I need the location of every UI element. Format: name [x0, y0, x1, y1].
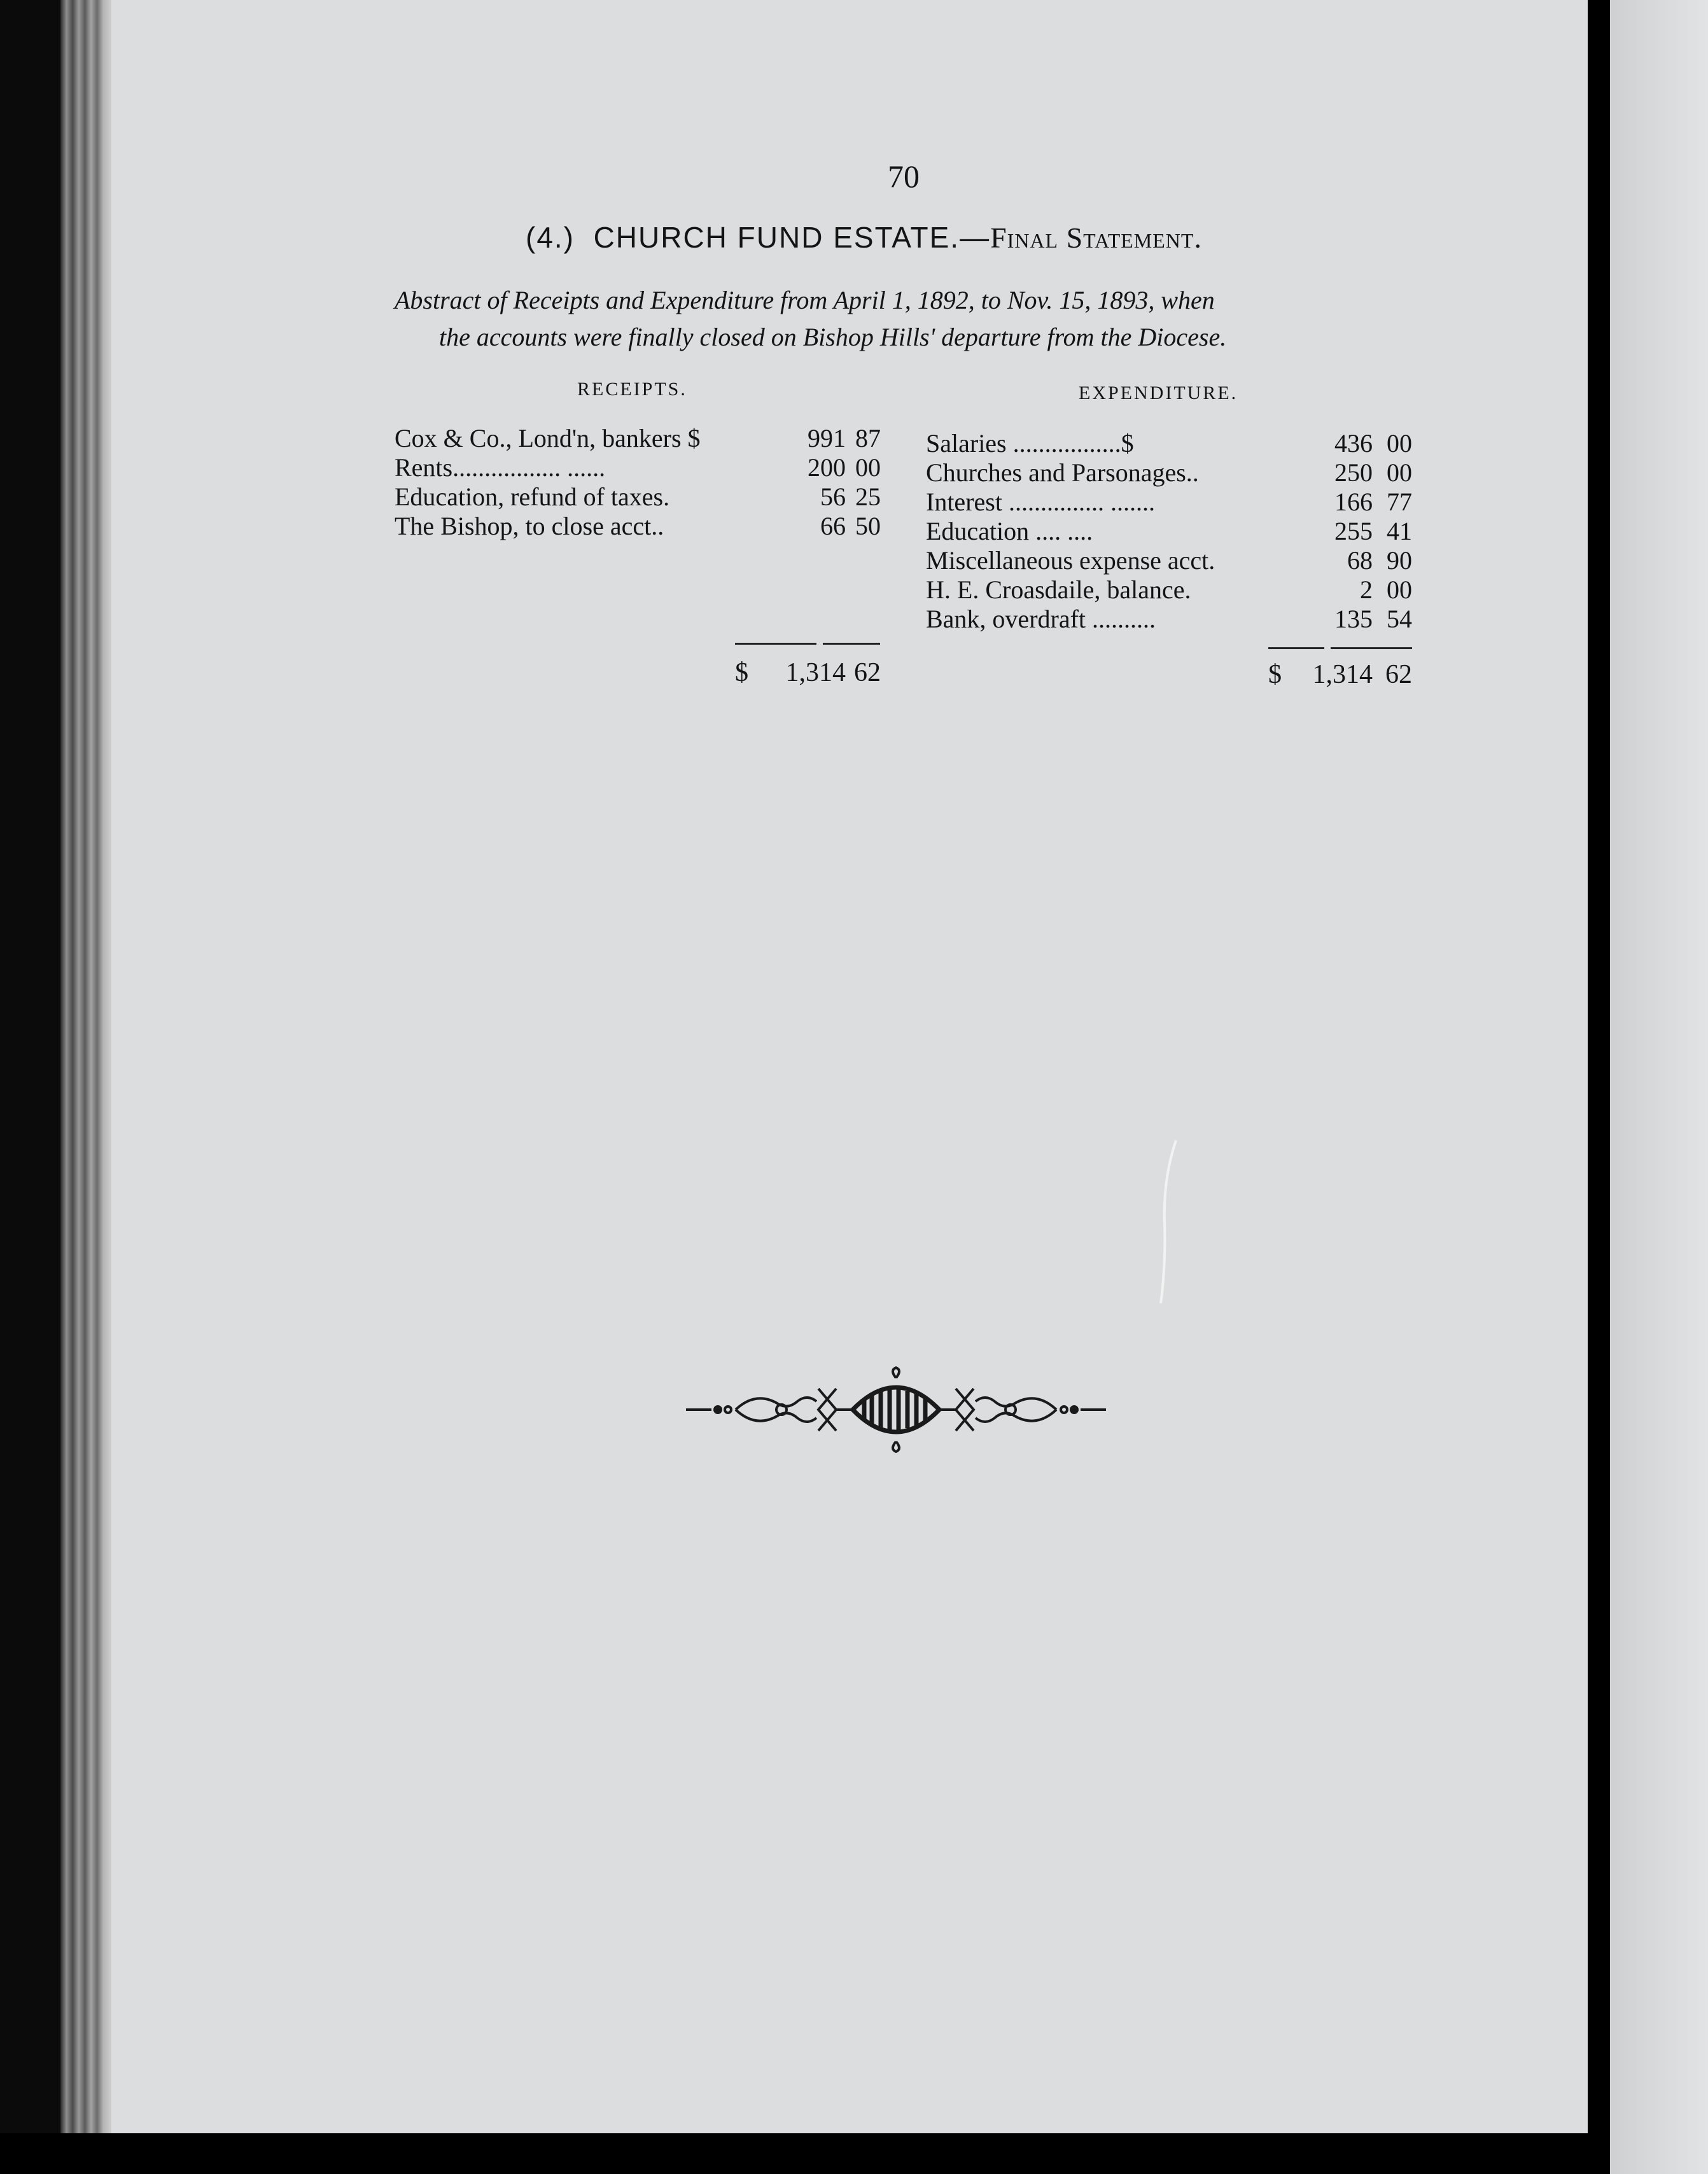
book-spine-edge: [60, 0, 111, 2138]
abstract-line-2: the accounts were finally closed on Bishop Hills' departure from the Diocese.: [439, 323, 1227, 351]
receipts-dollars-rule: [735, 643, 816, 645]
table-row: [0, 431, 1708, 460]
expense-label: Churches and Parsonages..: [926, 458, 1199, 487]
expense-label: Miscellaneous expense acct.: [926, 546, 1215, 575]
receipts-total-symbol: $: [735, 658, 748, 687]
receipts-header: RECEIPTS.: [577, 379, 687, 400]
expense-label: H. E. Croasdaile, balance.: [926, 575, 1191, 604]
receipt-cents: 25: [855, 482, 881, 511]
expenditure-total-dollars: 1,314: [1312, 660, 1373, 689]
expense-dollars: 255: [1334, 517, 1373, 545]
table-row: [0, 577, 1708, 607]
adjacent-page-edge: [1610, 0, 1708, 2174]
receipt-label: Rents................. ......: [395, 453, 606, 482]
expense-cents: 00: [1387, 429, 1412, 458]
decorative-flourish-icon: [686, 1362, 1106, 1457]
expense-label: Salaries .................$: [926, 429, 1134, 458]
receipt-dollars: 56: [820, 482, 846, 511]
expense-cents: 77: [1387, 487, 1412, 516]
expense-cents: 00: [1387, 458, 1412, 487]
expense-cents: 54: [1387, 605, 1412, 633]
section-subtitle: Final Statement.: [990, 221, 1202, 254]
expenditure-total-symbol: $: [1268, 660, 1282, 689]
receipts-cents-rule: [823, 643, 880, 645]
expense-label: Bank, overdraft ..........: [926, 605, 1156, 633]
receipt-label: Education, refund of taxes.: [395, 482, 670, 511]
expenditure-total-cents: 62: [1385, 660, 1412, 689]
receipt-dollars: 200: [808, 453, 846, 482]
abstract-line-1: Abstract of Receipts and Expenditure from April 1, 1892, to Nov. 15, 1893, when: [395, 286, 1215, 314]
receipt-cents: 00: [855, 453, 881, 482]
expense-label: Interest ............... .......: [926, 487, 1155, 516]
section-heading: [526, 223, 1202, 253]
expense-label: Education .... ....: [926, 517, 1093, 545]
expense-dollars: 250: [1334, 458, 1373, 487]
expense-dollars: 2: [1360, 575, 1373, 604]
receipt-label: Cox & Co., Lond'n, bankers $: [395, 424, 701, 452]
scan-border: [0, 2133, 1610, 2174]
expense-dollars: 135: [1334, 605, 1373, 633]
table-row: [0, 489, 1708, 519]
expense-dollars: 436: [1334, 429, 1373, 458]
table-row: [0, 460, 1708, 489]
section-title: CHURCH FUND ESTATE.—: [593, 221, 991, 254]
expense-dollars: 166: [1334, 487, 1373, 516]
expense-cents: 90: [1387, 546, 1412, 575]
page-gutter: [1588, 0, 1610, 2174]
section-number: (4.): [526, 221, 575, 254]
page-number: 70: [888, 158, 920, 194]
receipt-dollars: 991: [808, 424, 846, 452]
expense-dollars: 68: [1347, 546, 1373, 575]
receipt-label: The Bishop, to close acct..: [395, 512, 664, 540]
expenditure-cents-rule: [1331, 647, 1412, 649]
table-row: [0, 519, 1708, 548]
table-row: [0, 607, 1708, 636]
expenditure-dollars-rule: [1268, 647, 1324, 649]
receipts-total-cents: 62: [854, 658, 881, 687]
scan-mark: [1158, 1139, 1177, 1305]
book-page: [111, 0, 1588, 2133]
expense-cents: 41: [1387, 517, 1412, 545]
expenditure-header: EXPENDITURE.: [1079, 382, 1238, 403]
receipt-cents: 50: [855, 512, 881, 540]
expense-cents: 00: [1387, 575, 1412, 604]
table-row: [0, 548, 1708, 577]
receipts-total-dollars: 1,314: [785, 658, 846, 687]
receipt-cents: 87: [855, 424, 881, 452]
receipt-dollars: 66: [820, 512, 846, 540]
